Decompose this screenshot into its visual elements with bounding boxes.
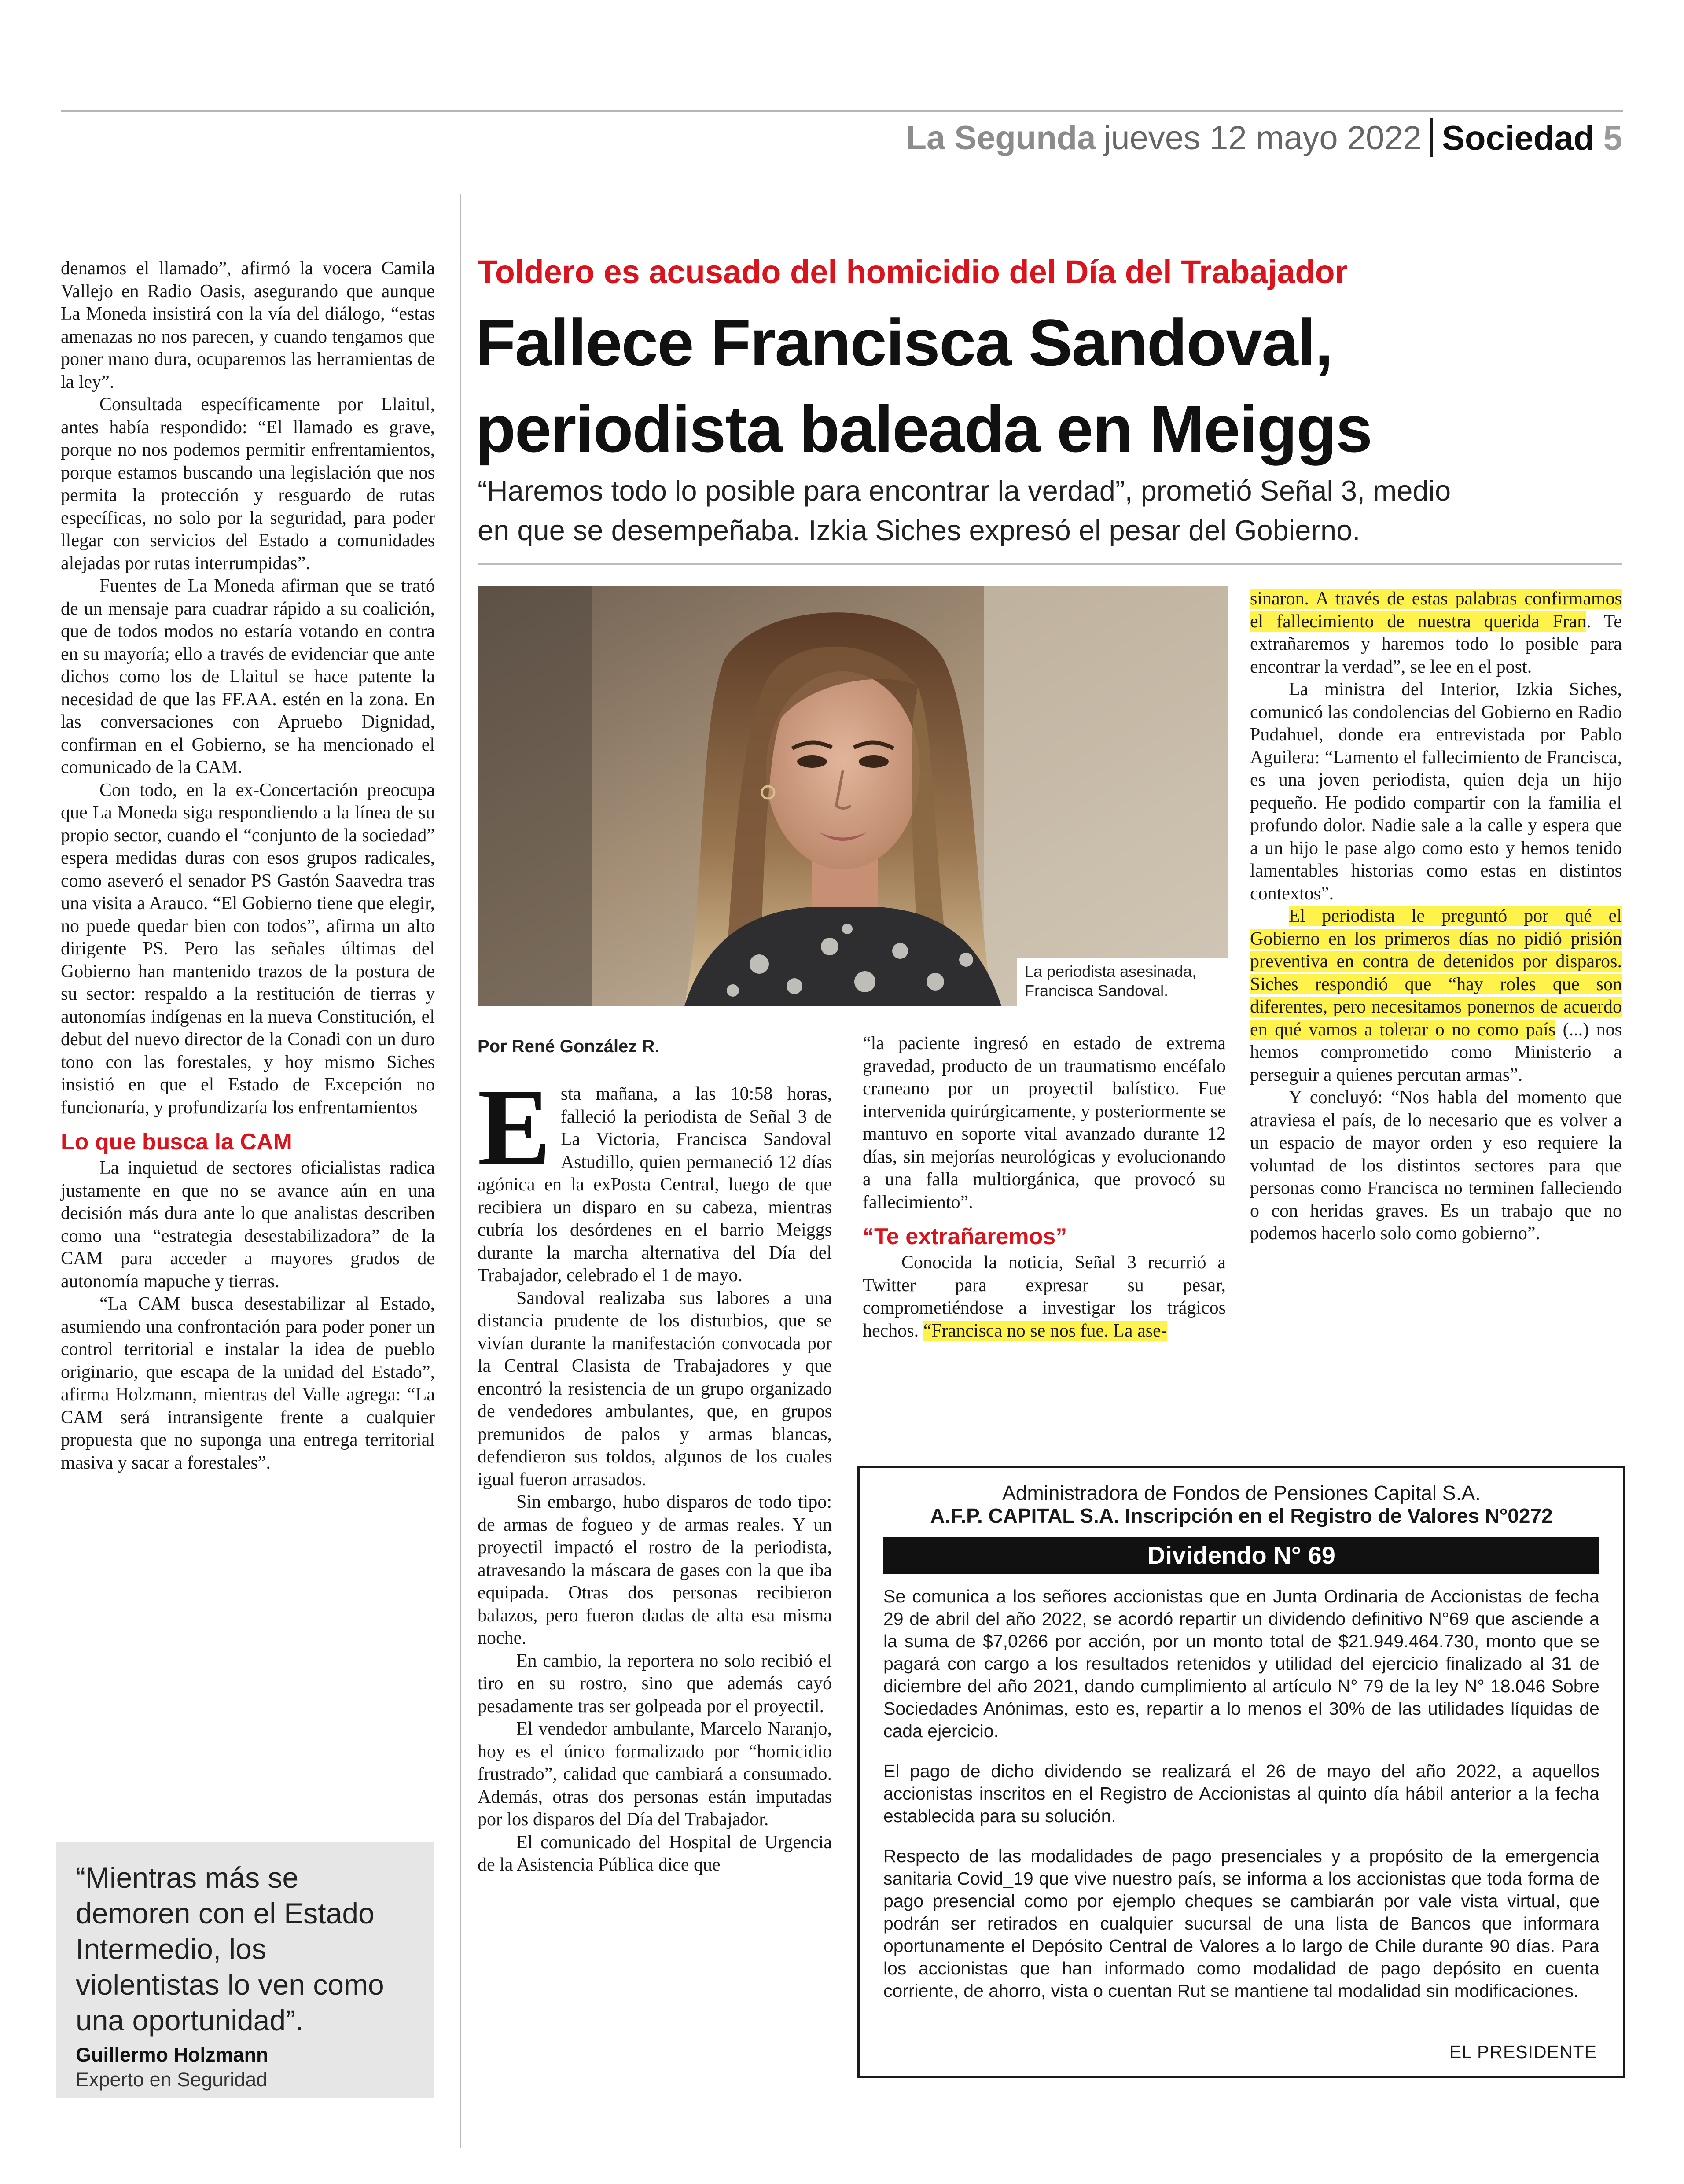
dividend-notice: [857, 1466, 1625, 2078]
notice-signature: EL PRESIDENTE: [1449, 2042, 1597, 2062]
header-rule: [61, 110, 1623, 112]
pull-quote-author: Guillermo Holzmann: [76, 2044, 268, 2066]
publication-name: La Segunda: [906, 119, 1096, 157]
notice-paragraph: Se comunica a los señores accionistas que en Junta Ordinaria de Accionistas de fecha 29 de abril del año 2022, se acordó repartir un dividendo definitivo N°69 que asciende a la suma de $7,0266 por acción, por un monto total de $21.949.464.730, monto que se pagará con cargo a los resultados retenidos y utilidad del ejercicio finalizado al 31 de diciembre del año 2021, dando cumplimiento al artículo N° 79 de la ley N° 18.046 Sobre Sociedades Anónimas, esto es, repartir a lo menos el 30% de las utilidades líquidas de cada ejercicio.: [883, 1586, 1599, 1741]
paragraph: Sandoval realizaba sus labores a una distancia prudente de los disturbios, que se vivían durante la manifestación convocada por la Central Clasista de Trabajadores y que encontró la resistencia de un grupo organizado de vendedores ambulantes, que, en grupos premunidos de palos y armas blancas, defendieron sus toldos, algunos de los cuales igual fueron arrasados.: [478, 1288, 832, 1490]
section-name: Sociedad: [1441, 118, 1595, 157]
paragraph: [863, 1252, 1226, 1342]
photo-caption-box: [1017, 958, 1228, 1006]
highlighted-text: El periodista le preguntó por qué el Gobierno en los primeros días no pidió prisión preventiva en contra de detenidos por disparos. Siches respondió que “hay roles que son diferentes, pero necesitamos ponernos de acuerdo en qué vamos a tolerar o no como país: [1250, 906, 1622, 1040]
paragraph-text: Conocida la noticia, Señal 3 recurrió a Twitter para expresar su pesar, comprometiéndose a investigar los trágicos hechos.: [863, 1252, 1226, 1341]
paragraph: Consultada específicamente por Llaitul, antes había respondido: “El llamado es grave, porque no nos podemos permitir enfrentamientos, porque estamos buscando una legislación que nos permita la protección y resguardo de rutas específicas, no solo por la seguridad, para poder llegar con servicios del Estado a comunidades alejadas por rutas interrumpidas”.: [61, 394, 435, 574]
paragraph-text: (...) nos hemos comprometido como Ministerio a perseguir a quienes percutan armas”.: [1250, 1019, 1622, 1085]
dividend-title: Dividendo N° 69: [883, 1537, 1599, 1574]
paragraph: [1250, 905, 1622, 1086]
notice-company: Administradora de Fondos de Pensiones Capital S.A.: [1002, 1481, 1481, 1504]
article-column-3: [1250, 588, 1622, 1245]
deck-line-1: “Haremos todo lo posible para encontrar la verdad”, prometió Señal 3, medio: [478, 475, 1451, 507]
deck-line-2: en que se desempeñaba. Izkia Siches expresó el pesar del Gobierno.: [478, 514, 1360, 546]
issue-date: jueves 12 mayo 2022: [1103, 119, 1422, 157]
page-header: [906, 114, 1622, 162]
paragraph: La inquietud de sectores oficialistas radica justamente en que no se avance aún en una decisión más dura ante lo que analistas describen como una “estrategia desestabilizadora” de la CAM para acceder a mayores grados de autonomía mapuche y tierras.: [61, 1158, 435, 1292]
pull-quote-text: “Mientras más se demoren con el Estado Intermedio, los violentistas lo ven como una oportunidad”.: [76, 1861, 384, 2037]
portrait-illustration: [478, 586, 1228, 1006]
photo-caption: La periodista asesinada, Francisca Sandoval.: [1025, 962, 1197, 1000]
article-photo: [478, 586, 1228, 1006]
headline-line-2: periodista baleada en Meiggs: [475, 392, 1372, 466]
article-column-2: [863, 1032, 1226, 1342]
paragraph: Sin embargo, hubo disparos de todo tipo: de armas de fogueo y de armas reales. Y un proyectil impactó el rostro de la periodista, atravesando la máscara de gases con la que iba equipada. Otras dos personas recibieron balazos, pero fueron dadas de alta esa misma noche.: [478, 1492, 832, 1648]
article-subhead: “Te extrañaremos”: [863, 1224, 1067, 1249]
paragraph: “la paciente ingresó en estado de extrema gravedad, producto de un traumatismo encéfalo craneano por un proyectil balístico. Fue intervenida quirúrgicamente, y posteriormente se mantuvo en soporte vital avanzado durante 12 días, sin mejorías neurológicas y evolucionando a una falla multiorgánica, que provocó su fallecimiento”.: [863, 1033, 1226, 1212]
paragraph: Y concluyó: “Nos habla del momento que atraviesa el país, de lo necesario que es volver a un espacio de mayor orden y eso requiere la voluntad de los distintos sectores para que personas como Francisca no terminen falleciendo o con heridas graves. Es un trabajo que no podemos hacerlo solo como gobierno”.: [1250, 1087, 1622, 1244]
article-headline: [475, 299, 1371, 472]
paragraph: denamos el llamado”, afirmó la vocera Camila Vallejo en Radio Oasis, asegurando que aunque La Moneda insistirá con la vía del diálogo, “estas amenazas no nos parecen, y cuando tengamos que poner mano dura, ocuparemos las herramientas de la ley”.: [61, 258, 435, 392]
paragraph-text: . Te extrañaremos y haremos todo lo posible para encontrar la verdad”, se lee en el post.: [1250, 611, 1622, 677]
column-divider: [460, 194, 461, 2148]
left-column-article: [61, 258, 435, 1474]
notice-registry: A.F.P. CAPITAL S.A. Inscripción en el Registro de Valores N°0272: [930, 1504, 1553, 1527]
page-number: 5: [1603, 118, 1622, 157]
pull-quote-box: [56, 1842, 434, 2098]
paragraph: “La CAM busca desestabilizar al Estado, asumiendo una confrontación para poder poner un control territorial e instalar la idea de pueblo originario, que escapa de la unidad del Estado”, afirma Holzmann, mientras del Valle agrega: “La CAM será intransigente frente a cualquier propuesta que no suponga una entrega territorial masiva y sacar a forestales”.: [61, 1294, 435, 1473]
highlighted-quote: “Francisca no se nos fue. La ase-: [923, 1320, 1167, 1341]
left-subhead: Lo que busca la CAM: [61, 1129, 292, 1155]
paragraph: Fuentes de La Moneda afirman que se trató de un mensaje para cuadrar rápido a su coalición, que de todos modos no estaría votando en contra en su mayoría; ello a través de evidenciar que ante dichos como los de Llaitul se hace patente la necesidad de que las FF.AA. estén en la zona. En las conversaciones con Apruebo Dignidad, confirman en el Gobierno, se ha mencionado el comunicado de la CAM.: [61, 576, 435, 777]
deck-rule: [478, 563, 1622, 565]
lead-text: sta mañana, a las 10:58 horas, falleció la periodista de Señal 3 de La Victoria, Francisca Sandoval Astudillo, quien permaneció 12 días agónica en la exPosta Central, luego de que recibiera un disparo en su cabeza, mientras cubría los desórdenes en el barrio Meiggs durante la marcha alternativa del Día del Trabajador, celebrado el 1 de mayo.: [478, 1084, 832, 1285]
header-divider: [1430, 118, 1433, 157]
pull-quote-role: Experto en Seguridad: [76, 2068, 268, 2091]
article-column-1: [478, 1066, 832, 1877]
paragraph: El vendedor ambulante, Marcelo Naranjo, hoy es el único formalizado por “homicidio frustrado”, calidad que cambiará a consumado. Además, otras dos personas están imputadas por los disparos del Día del Trabajador.: [478, 1719, 832, 1830]
notice-paragraph: Respecto de las modalidades de pago presenciales y a propósito de la emergencia sanitaria Covid_19 que vive nuestro país, se informa a los accionistas que toda forma de pago presencial como por ejemplo cheques se cambiarán por vale vista virtual, que podrán ser retirados en cualquier sucursal de una lista de Bancos que informara oportunamente el Depósito Central de Valores a lo largo de Chile durante 90 días. Para los accionistas que han informado como modalidad de pago depósito en cuenta corriente, de ahorro, vista o cuentan Rut se mantiene tal modalidad sin modificaciones.: [883, 1846, 1599, 2001]
paragraph: [1250, 588, 1622, 678]
paragraph: Con todo, en la ex-Concertación preocupa que La Moneda siga respondiendo a la línea de su propio sector, cuando el “conjunto de la sociedad” espera medidas duras con esos grupos radicales, como aseveró el senador PS Gastón Saavedra tras una visita a Arauco. “El Gobierno tiene que elegir, no puede quedar bien con todos”, afirma un alto dirigente PS. Pero las señales últimas del Gobierno han mantenido trazos de la postura de su sector: respaldo a la restitución de tierras y autonomías indígenas en la nueva Constitución, el debut del nuevo director de la Conadi con un duro tono con las forestales, y hoy mismo Siches insistió en que el Estado de Excepción no funcionaría, y profundizaría los enfrentamientos: [61, 780, 435, 1118]
drop-cap: E: [478, 1066, 551, 1188]
paragraph: El comunicado del Hospital de Urgencia de la Asistencia Pública dice que: [478, 1832, 832, 1875]
paragraph: La ministra del Interior, Izkia Siches, comunicó las condolencias del Gobierno en Radio Pudahuel, donde era entrevistada por Pablo Aguilera: “Lamento el fallecimiento de Francisca, es una joven periodista, quien deja un hijo pequeño. He podido compartir con la familia el profundo dolor. Nadie sale a la calle y espera que a un hijo le pase algo como esto y hemos tenido lamentables historias como estas en distintos contextos”.: [1250, 679, 1622, 904]
headline-line-1: Fallece Francisca Sandoval,: [475, 306, 1332, 379]
article-deck: [478, 471, 1451, 550]
article-kicker: Toldero es acusado del homicidio del Día del Trabajador: [478, 254, 1348, 290]
paragraph: En cambio, la reportera no solo recibió el tiro en su rostro, sino que además cayó pesadamente tras ser golpeada por el proyectil.: [478, 1650, 832, 1716]
highlighted-quote: sinaron. A través de estas palabras confirmamos el fallecimiento de nuestra querida Fran: [1250, 589, 1622, 632]
lead-paragraph: [478, 1066, 832, 1287]
notice-paragraph: El pago de dicho dividendo se realizará el 26 de mayo del año 2022, a aquellos accionistas inscritos en el Registro de Accionistas al quinto día hábil anterior a la fecha establecida para su solución.: [883, 1761, 1599, 1826]
article-byline: Por René González R.: [478, 1037, 660, 1056]
